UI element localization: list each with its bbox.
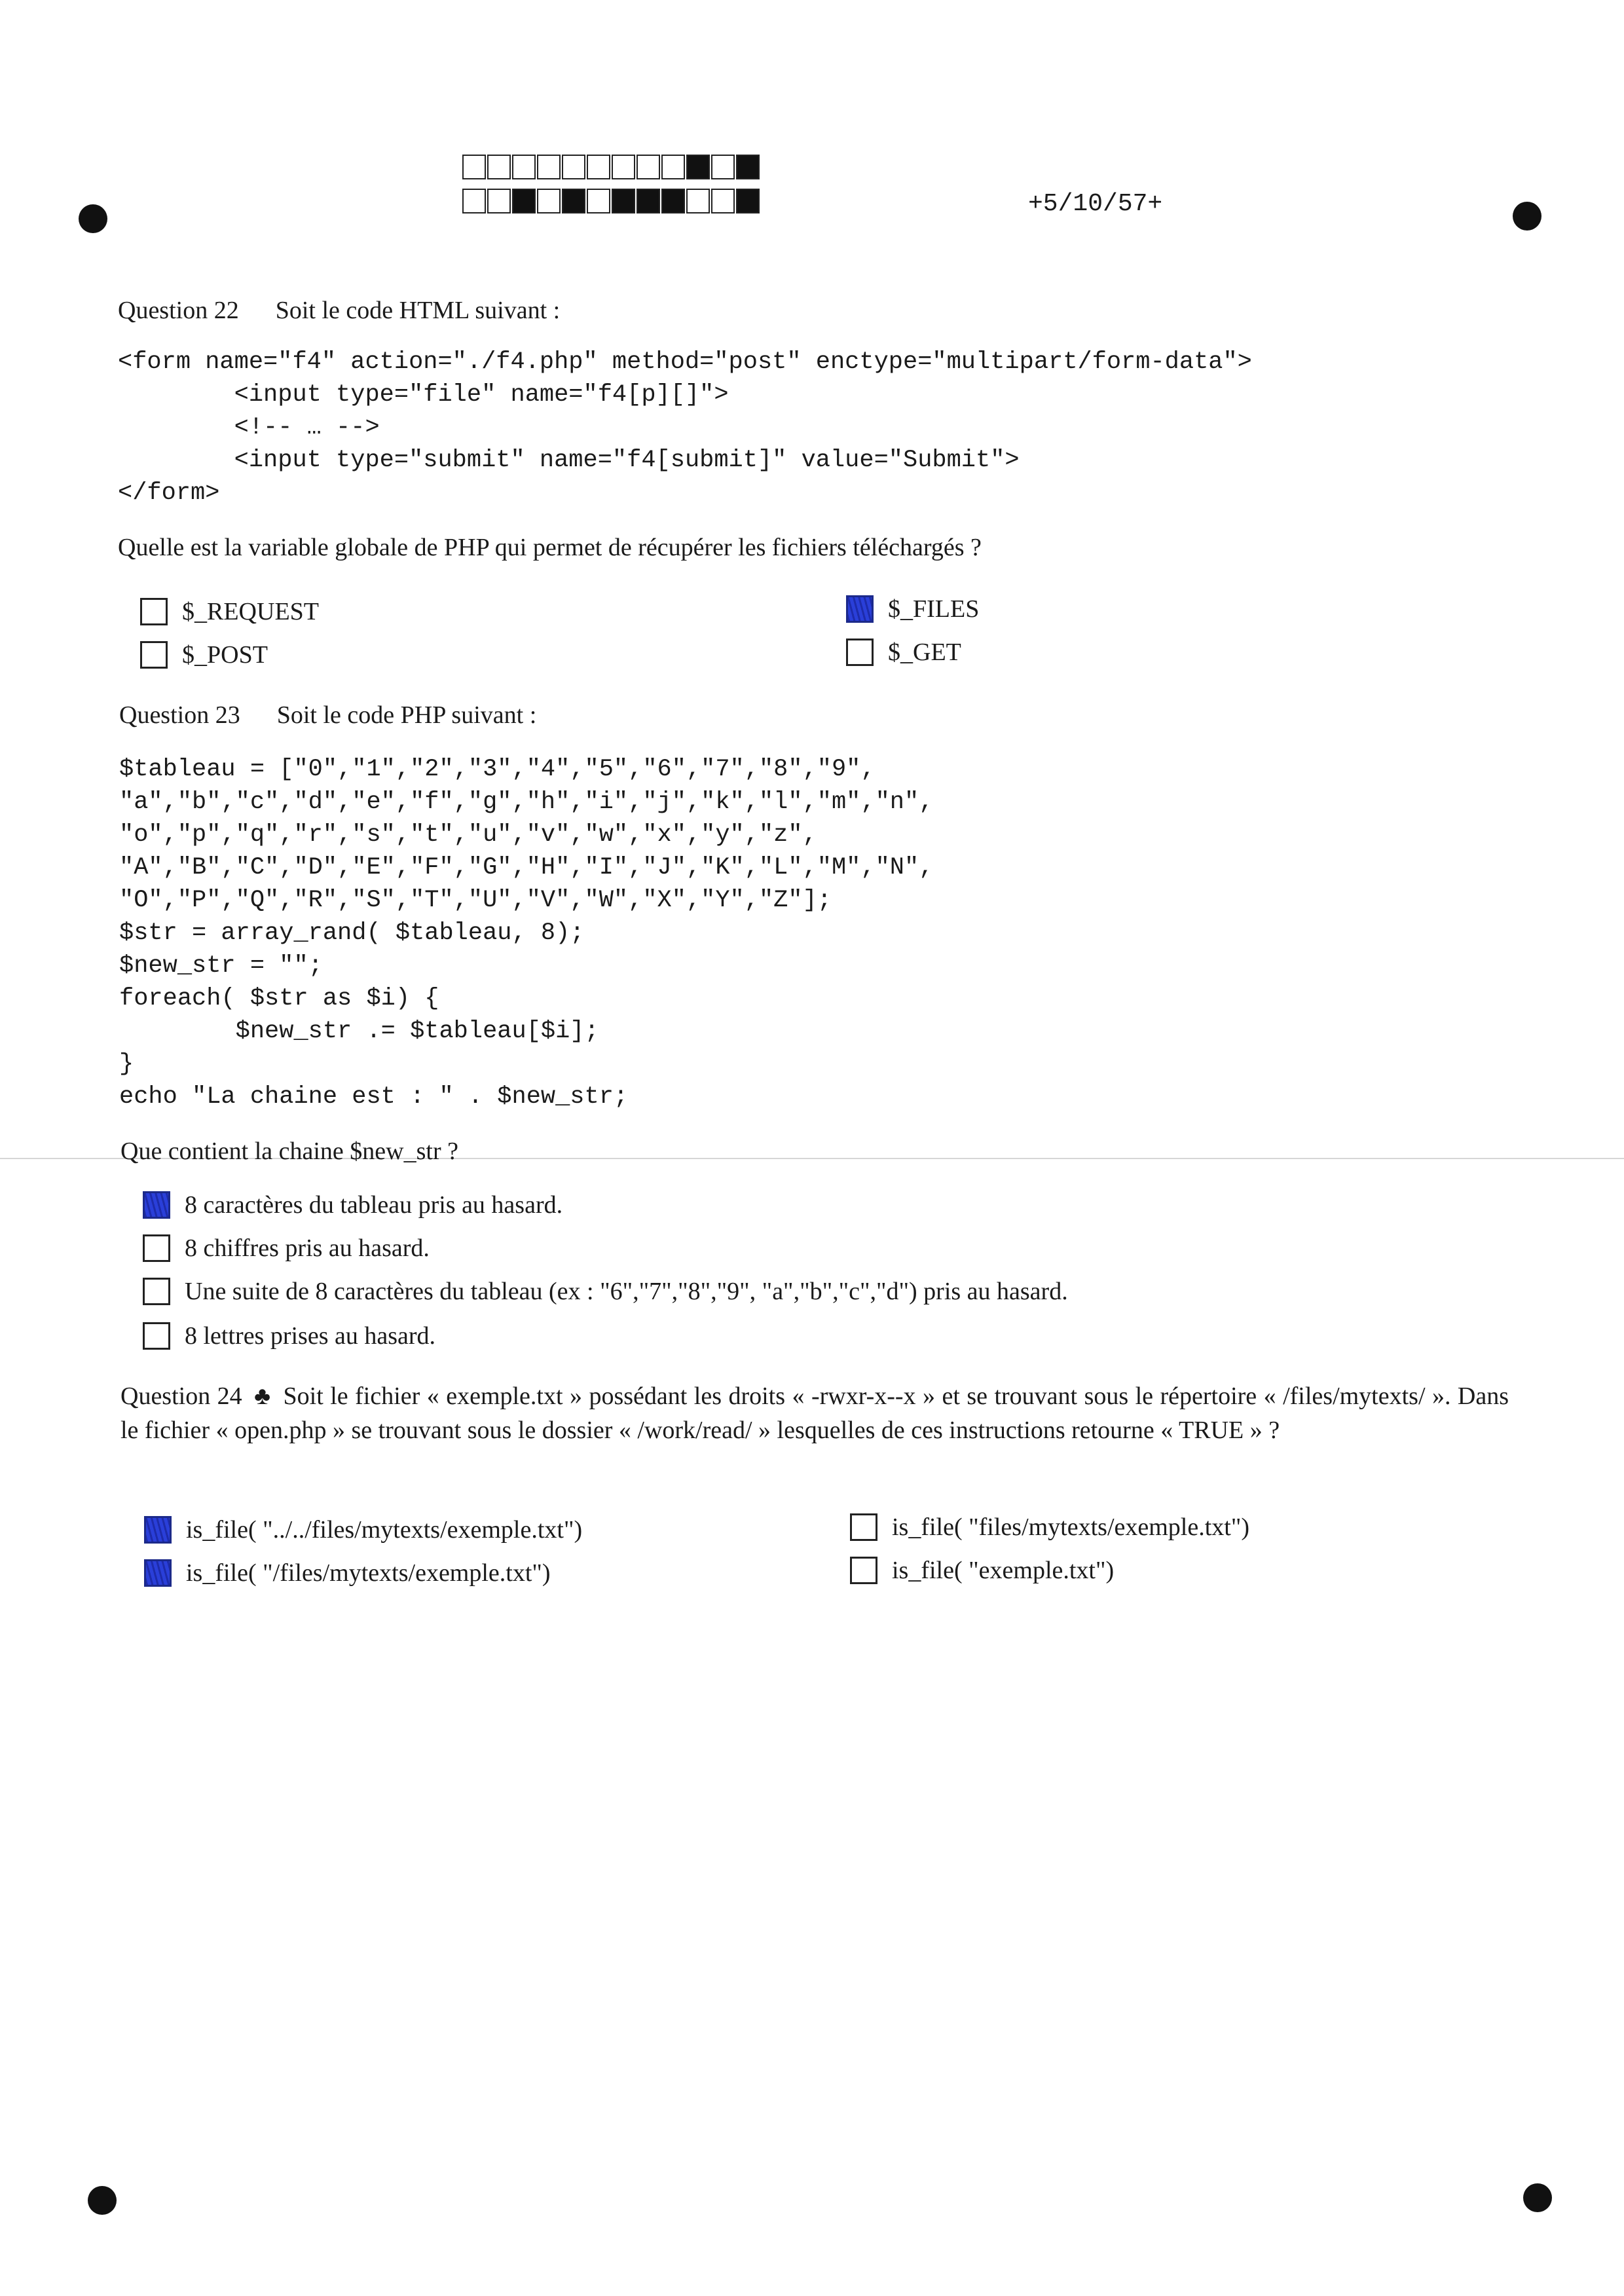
q22-option-request[interactable] xyxy=(140,597,319,626)
barcode-cell xyxy=(462,189,486,213)
barcode-cell xyxy=(537,189,561,213)
barcode-cell xyxy=(612,155,635,179)
q22-option-request-label: $_REQUEST xyxy=(182,598,319,625)
q23-option-3-label: Une suite de 8 caractères du tableau (ex : "6","7","8","9", "a","b","c","d") pris au hasard. xyxy=(185,1278,1068,1305)
barcode-row-2 xyxy=(462,189,761,213)
barcode-cell xyxy=(487,189,511,213)
q23-checkbox-3[interactable] xyxy=(143,1278,170,1305)
q22-checkbox-files-checked[interactable] xyxy=(846,595,874,623)
q23-checkbox-2[interactable] xyxy=(143,1234,170,1262)
barcode-cell xyxy=(637,155,660,179)
q22-option-get[interactable] xyxy=(846,638,961,667)
barcode-cell xyxy=(711,155,735,179)
q23-option-4[interactable] xyxy=(143,1322,435,1350)
q22-checkbox-get[interactable] xyxy=(846,639,874,666)
question-24-body: Soit le fichier « exemple.txt » possédant les droits « -rwxr-x--x » et se trouvant sous le répertoire « /files/mytexts/ ». Dans le fichier « open.php » se trouvant sous le dossier « /work/read/ » lesquelles de ces instructions retourne « TRUE » ? xyxy=(120,1382,1509,1444)
question-22-header xyxy=(118,296,560,325)
question-23-header xyxy=(119,701,536,730)
barcode-cell xyxy=(736,189,760,213)
q22-checkbox-request[interactable] xyxy=(140,598,168,625)
barcode-cell xyxy=(661,189,685,213)
barcode-cell xyxy=(612,189,635,213)
q23-option-2-label: 8 chiffres pris au hasard. xyxy=(185,1234,430,1262)
q22-option-files[interactable] xyxy=(846,595,979,623)
barcode-cell xyxy=(736,155,760,179)
question-24-text xyxy=(120,1379,1509,1447)
question-22-label: Question 22 xyxy=(118,297,239,324)
barcode-cell xyxy=(562,155,585,179)
q23-option-4-label: 8 lettres prises au hasard. xyxy=(185,1322,436,1350)
barcode-cell xyxy=(512,189,536,213)
registration-mark-top-left xyxy=(79,204,107,233)
question-23-code: $tableau = ["0","1","2","3","4","5","6","7","8","9", "a","b","c","d","e","f","g","h","i","j","k","l","m","n", "o","p","q","r","s","t","u","v","w","x","y","z", "A","B","C","D","E","F","G","H","I","J","K","L","M","N", "O","P","Q","R","S","T","U","V","W","X","Y","Z"]; $str = array_rand( $tableau, 8); $new_str = ""; foreach( $str as $i) { $new_str .= $tableau[$i]; } echo "La chaine est : " . $new_str; xyxy=(119,756,934,1111)
q22-option-files-label: $_FILES xyxy=(888,595,980,623)
q24-checkbox-1-checked[interactable] xyxy=(144,1516,172,1544)
question-22-intro: Soit le code HTML suivant : xyxy=(275,297,561,324)
page-code: +5/10/57+ xyxy=(1028,190,1163,218)
q24-option-2-label: is_file( "/files/mytexts/exemple.txt") xyxy=(186,1559,551,1587)
barcode-cell xyxy=(462,155,486,179)
q24-option-2[interactable] xyxy=(144,1559,551,1587)
question-23-label: Question 23 xyxy=(119,701,240,729)
barcode-cell xyxy=(711,189,735,213)
q23-option-1-label: 8 caractères du tableau pris au hasard. xyxy=(185,1191,563,1219)
q24-option-1-label: is_file( "../../files/mytexts/exemple.txt") xyxy=(186,1516,583,1544)
q23-checkbox-1-checked[interactable] xyxy=(143,1191,170,1219)
barcode-cell xyxy=(512,155,536,179)
q22-checkbox-post[interactable] xyxy=(140,641,168,669)
q24-option-4-label: is_file( "exemple.txt") xyxy=(892,1557,1115,1584)
question-22-code: <form name="f4" action="./f4.php" method="post" enctype="multipart/form-data"> <input type="file" name="f4[p][]"> <!-- … --> <input type="submit" name="f4[submit]" value="Submit"> </form> xyxy=(118,348,1252,507)
question-22-prompt: Quelle est la variable globale de PHP qui permet de récupérer les fichiers téléchargés ? xyxy=(118,534,982,561)
q24-checkbox-4[interactable] xyxy=(850,1557,877,1584)
q23-option-1[interactable] xyxy=(143,1191,563,1219)
barcode-cell xyxy=(661,155,685,179)
registration-mark-top-right xyxy=(1513,202,1541,231)
multiple-answers-club-icon: ♣ xyxy=(254,1382,272,1410)
question-24-label: Question 24 xyxy=(120,1382,242,1410)
q24-option-3[interactable] xyxy=(850,1513,1249,1542)
q23-checkbox-4[interactable] xyxy=(143,1322,170,1350)
barcode-cell xyxy=(587,189,610,213)
barcode-row-1 xyxy=(462,155,761,179)
question-23-prompt: Que contient la chaine $new_str ? xyxy=(120,1138,458,1165)
q22-option-post-label: $_POST xyxy=(182,641,268,669)
q22-option-post[interactable] xyxy=(140,640,268,669)
barcode-cell xyxy=(537,155,561,179)
barcode-cell xyxy=(487,155,511,179)
q24-option-3-label: is_file( "files/mytexts/exemple.txt") xyxy=(892,1513,1250,1541)
q23-option-2[interactable] xyxy=(143,1234,430,1263)
q24-option-4[interactable] xyxy=(850,1556,1114,1585)
q24-checkbox-2-checked[interactable] xyxy=(144,1559,172,1587)
registration-mark-bottom-left xyxy=(88,2186,117,2215)
barcode-cell xyxy=(686,189,710,213)
q23-option-3[interactable] xyxy=(143,1277,1068,1306)
q24-option-1[interactable] xyxy=(144,1515,582,1544)
barcode-cell xyxy=(686,155,710,179)
registration-mark-bottom-right xyxy=(1523,2183,1552,2212)
question-23-intro: Soit le code PHP suivant : xyxy=(276,701,537,729)
barcode-cell xyxy=(587,155,610,179)
barcode-cell xyxy=(562,189,585,213)
q24-checkbox-3[interactable] xyxy=(850,1513,877,1541)
barcode-cell xyxy=(637,189,660,213)
q22-option-get-label: $_GET xyxy=(888,639,961,666)
